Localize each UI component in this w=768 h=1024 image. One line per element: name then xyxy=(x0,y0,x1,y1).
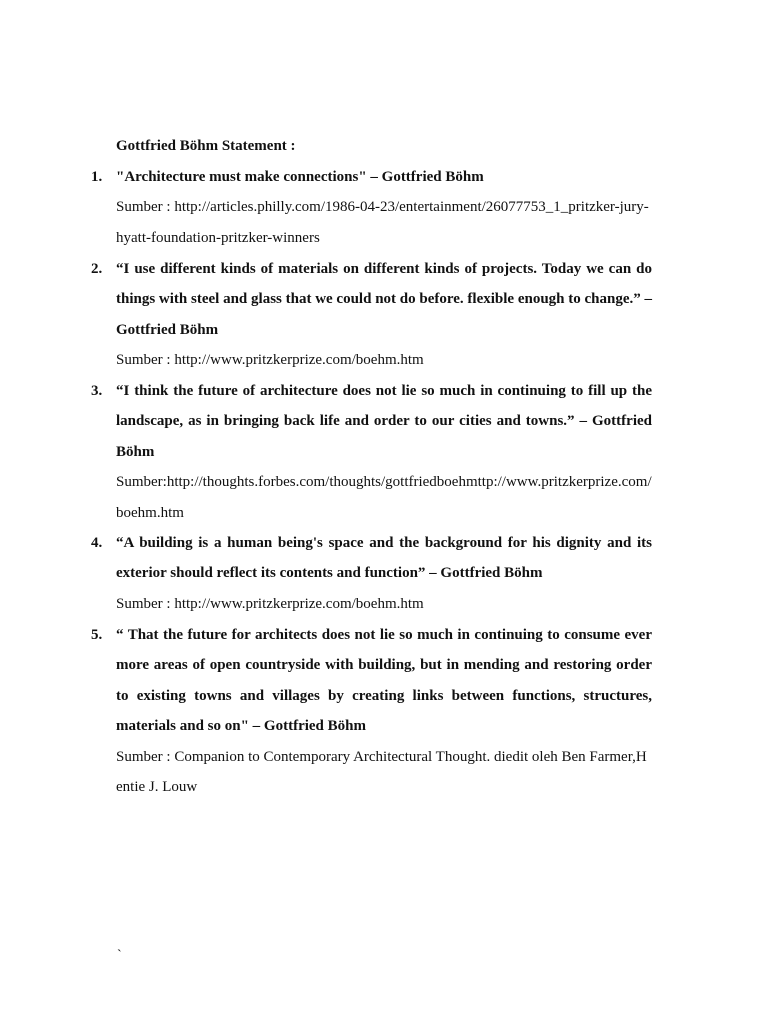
quote-text: "Architecture must make connections" – Gottfried Böhm xyxy=(116,169,484,185)
list-item-body xyxy=(116,254,652,376)
quote-text: “I use different kinds of materials on different kinds of projects. Today we can do things with steel and glass that we could not do before. flexible enough to change.” – Gottfried Böhm xyxy=(116,261,653,338)
quote-text: “A building is a human being's space and the background for his dignity and its exterior should reflect its contents and function” – Gottfried Böhm xyxy=(116,535,652,582)
document-heading: Gottfried Böhm Statement : xyxy=(116,138,296,154)
list-item-number: 5. xyxy=(91,627,103,643)
list-item-number: 4. xyxy=(91,535,103,551)
list-item-body xyxy=(116,162,652,253)
quote-text: “I think the future of architecture does not lie so much in continuing to fill up the landscape, as in bringing back life and order to our cities and towns.” – Gottfried Böhm xyxy=(116,383,652,460)
source-text: Sumber : http://www.pritzkerprize.com/boehm.htm xyxy=(116,352,424,369)
footer-mark: ` xyxy=(117,948,122,963)
source-text: Sumber : Companion to Contemporary Architectural Thought. diedit oleh Ben Farmer,Hentie J. Louw xyxy=(116,748,647,796)
quote-text: “ That the future for architects does not lie so much in continuing to consume ever more areas of open countryside with building, but in mending and restoring order to existing towns and villages by creating links between functions, structures, materials and so on" – Gottfried Böhm xyxy=(116,627,652,735)
list-item-body xyxy=(116,528,652,619)
list-item-number: 2. xyxy=(91,261,103,277)
list-item-body xyxy=(116,376,652,528)
source-text: Sumber:http://thoughts.forbes.com/thoughts/gottfriedboehmttp://www.pritzkerprize.com/boehm.htm xyxy=(116,474,652,521)
list-item-number: 1. xyxy=(91,169,103,185)
source-text: Sumber : http://articles.philly.com/1986-04-23/entertainment/26077753_1_pritzker-jury-hyatt-foundation-pritzker-winners xyxy=(116,199,649,246)
list-item-body xyxy=(116,620,652,802)
list-item-number: 3. xyxy=(91,383,103,399)
source-text: Sumber : http://www.pritzkerprize.com/boehm.htm xyxy=(116,595,424,612)
